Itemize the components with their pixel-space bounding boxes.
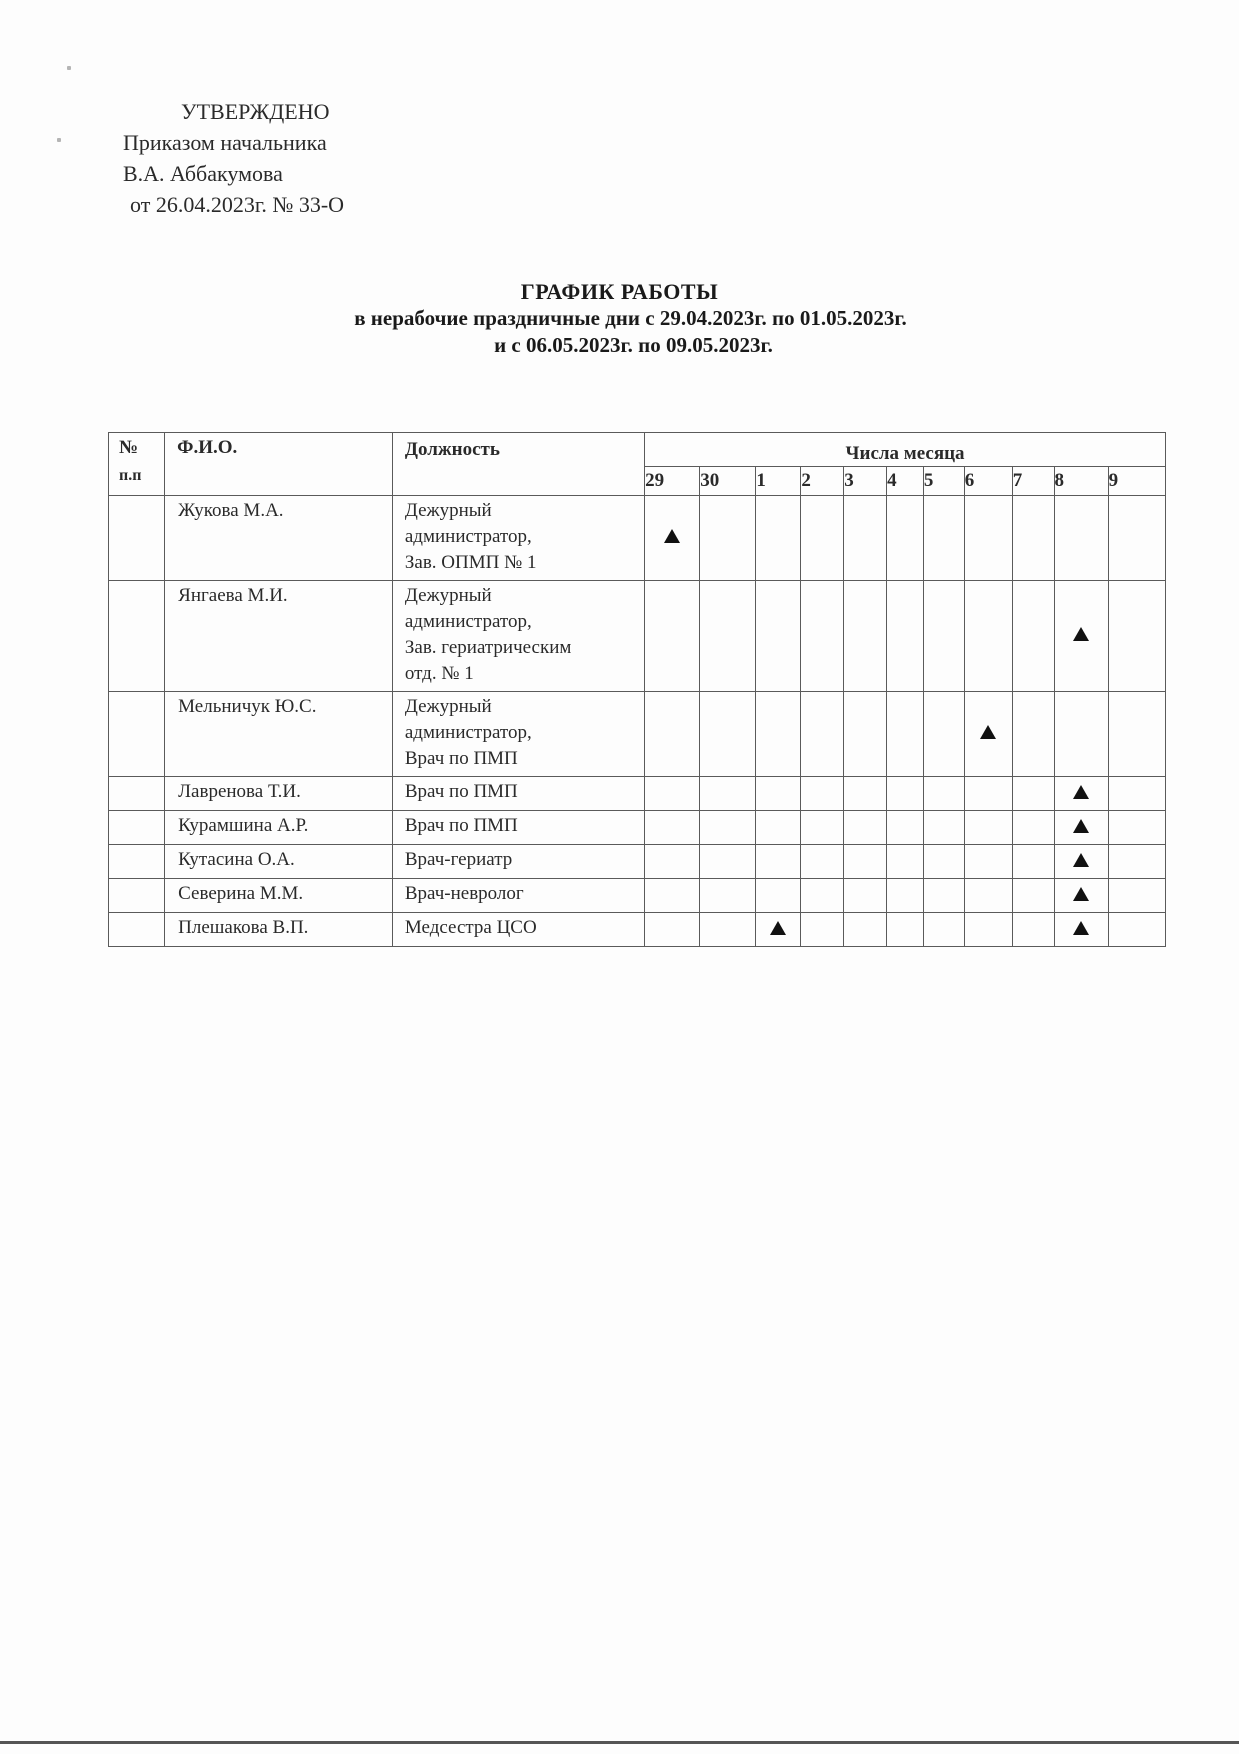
- employee-position: [392, 496, 644, 581]
- day-cell-2: [801, 777, 844, 811]
- position-line: Зав. гериатрическим: [404, 637, 572, 658]
- day-cell-3: [844, 913, 887, 947]
- approval-date: от 26.04.2023г. № 33-О: [130, 192, 345, 217]
- triangle-up-icon: [1073, 853, 1089, 867]
- position-line: Дежурный: [404, 500, 492, 521]
- day-cell-29: [645, 845, 700, 879]
- day-cell-7: [1012, 879, 1054, 913]
- day-cell-6: [964, 581, 1012, 692]
- row-number-cell: [109, 496, 165, 581]
- triangle-up-icon: [1073, 819, 1089, 833]
- day-cell-29: [645, 913, 700, 947]
- day-cell-1: [756, 845, 801, 879]
- day-cell-8: [1054, 581, 1108, 692]
- day-header-7: 7: [1012, 467, 1054, 496]
- employee-name: Кутасина О.А.: [165, 845, 393, 879]
- day-cell-30: [700, 777, 756, 811]
- day-cell-9: [1108, 496, 1165, 581]
- day-cell-4: [887, 777, 924, 811]
- day-cell-4: [887, 692, 924, 777]
- day-cell-8: [1054, 811, 1108, 845]
- row-number-cell: [109, 913, 165, 947]
- day-header-1: 1: [756, 467, 801, 496]
- table-row: [109, 879, 1166, 913]
- day-cell-1: [756, 692, 801, 777]
- day-cell-30: [700, 879, 756, 913]
- day-cell-3: [844, 879, 887, 913]
- day-cell-5: [923, 879, 964, 913]
- position-line: Дежурный: [404, 585, 492, 606]
- table-row: [109, 692, 1166, 777]
- day-cell-5: [923, 811, 964, 845]
- day-cell-4: [887, 879, 924, 913]
- header-days: Числа месяца: [645, 433, 1166, 467]
- day-cell-9: [1108, 581, 1165, 692]
- day-cell-29: [645, 811, 700, 845]
- scan-bottom-edge: [0, 1741, 1239, 1744]
- day-cell-8: [1054, 692, 1108, 777]
- header-number: [109, 433, 165, 496]
- table-row: [109, 845, 1166, 879]
- day-cell-3: [844, 811, 887, 845]
- day-cell-30: [700, 692, 756, 777]
- table-row: [109, 777, 1166, 811]
- scan-speck: [67, 66, 71, 70]
- day-header-4: 4: [887, 467, 924, 496]
- employee-name: Плешакова В.П.: [165, 913, 393, 947]
- day-cell-30: [700, 845, 756, 879]
- position-line: Врач-невролог: [404, 883, 524, 904]
- employee-name: Лавренова Т.И.: [165, 777, 393, 811]
- day-header-3: 3: [844, 467, 887, 496]
- day-cell-8: [1054, 913, 1108, 947]
- day-cell-1: [756, 879, 801, 913]
- position-line: Медсестра ЦСО: [404, 917, 537, 938]
- day-cell-4: [887, 913, 924, 947]
- triangle-up-icon: [980, 725, 996, 739]
- day-cell-5: [923, 581, 964, 692]
- day-header-29: 29: [645, 467, 700, 496]
- day-cell-9: [1108, 777, 1165, 811]
- day-cell-6: [964, 913, 1012, 947]
- employee-position: [392, 913, 644, 947]
- day-cell-9: [1108, 913, 1165, 947]
- position-line: Врач по ПМП: [404, 748, 518, 769]
- triangle-up-icon: [1073, 627, 1089, 641]
- day-header-30: 30: [700, 467, 756, 496]
- triangle-up-icon: [664, 529, 680, 543]
- day-cell-7: [1012, 581, 1054, 692]
- day-header-6: 6: [964, 467, 1012, 496]
- day-cell-30: [700, 496, 756, 581]
- day-cell-2: [801, 879, 844, 913]
- employee-name: Курамшина А.Р.: [165, 811, 393, 845]
- day-cell-1: [756, 811, 801, 845]
- position-line: Дежурный: [404, 696, 492, 717]
- employee-name: Янгаева М.И.: [165, 581, 393, 692]
- day-cell-6: [964, 692, 1012, 777]
- approval-signer: В.А. Аббакумова: [123, 161, 283, 186]
- day-cell-7: [1012, 913, 1054, 947]
- employee-name: Северина М.М.: [165, 879, 393, 913]
- day-cell-3: [844, 496, 887, 581]
- position-line: Врач-гериатр: [404, 849, 513, 870]
- header-number-symbol: №: [119, 437, 139, 458]
- triangle-up-icon: [1073, 887, 1089, 901]
- day-cell-7: [1012, 692, 1054, 777]
- day-cell-5: [923, 692, 964, 777]
- approval-title: УТВЕРЖДЕНО: [181, 99, 330, 124]
- schedule-body: [109, 496, 1166, 947]
- day-cell-30: [700, 913, 756, 947]
- day-cell-7: [1012, 845, 1054, 879]
- employee-name: Жукова М.А.: [165, 496, 393, 581]
- triangle-up-icon: [1073, 921, 1089, 935]
- day-cell-4: [887, 811, 924, 845]
- day-cell-1: [756, 581, 801, 692]
- day-header-9: 9: [1108, 467, 1165, 496]
- triangle-up-icon: [1073, 785, 1089, 799]
- schedule-table: [108, 432, 1166, 947]
- day-cell-7: [1012, 496, 1054, 581]
- table-row: [109, 811, 1166, 845]
- day-cell-29: [645, 581, 700, 692]
- employee-position: [392, 845, 644, 879]
- day-cell-4: [887, 496, 924, 581]
- row-number-cell: [109, 692, 165, 777]
- day-cell-2: [801, 496, 844, 581]
- day-cell-1: [756, 913, 801, 947]
- day-header-2: 2: [801, 467, 844, 496]
- day-cell-2: [801, 692, 844, 777]
- position-line: Врач по ПМП: [404, 815, 518, 836]
- day-cell-6: [964, 811, 1012, 845]
- day-cell-8: [1054, 845, 1108, 879]
- day-cell-7: [1012, 777, 1054, 811]
- position-line: отд. № 1: [404, 663, 474, 684]
- position-line: администратор,: [404, 611, 532, 632]
- day-cell-8: [1054, 879, 1108, 913]
- day-header-8: 8: [1054, 467, 1108, 496]
- day-cell-2: [801, 811, 844, 845]
- day-cell-5: [923, 496, 964, 581]
- day-cell-9: [1108, 845, 1165, 879]
- day-cell-6: [964, 777, 1012, 811]
- day-cell-1: [756, 777, 801, 811]
- employee-name: Мельничук Ю.С.: [165, 692, 393, 777]
- day-cell-3: [844, 692, 887, 777]
- day-cell-9: [1108, 879, 1165, 913]
- day-cell-3: [844, 777, 887, 811]
- day-cell-1: [756, 496, 801, 581]
- day-cell-5: [923, 777, 964, 811]
- employee-position: [392, 777, 644, 811]
- day-cell-7: [1012, 811, 1054, 845]
- day-cell-4: [887, 845, 924, 879]
- day-cell-8: [1054, 777, 1108, 811]
- day-cell-29: [645, 777, 700, 811]
- day-cell-30: [700, 581, 756, 692]
- day-cell-4: [887, 581, 924, 692]
- position-line: администратор,: [404, 722, 532, 743]
- header-number-abbr: п.п: [119, 467, 142, 484]
- title-subtitle-1: в нерабочие праздничные дни с 29.04.2023г. по 01.05.2023г.: [354, 306, 907, 330]
- title-subtitle-2: и с 06.05.2023г. по 09.05.2023г.: [494, 333, 773, 357]
- day-header-5: 5: [923, 467, 964, 496]
- header-fio: Ф.И.О.: [165, 433, 393, 496]
- employee-position: [392, 811, 644, 845]
- position-line: Зав. ОПМП № 1: [404, 552, 537, 573]
- position-line: Врач по ПМП: [404, 781, 518, 802]
- day-cell-6: [964, 879, 1012, 913]
- employee-position: [392, 879, 644, 913]
- title-main: ГРАФИК РАБОТЫ: [520, 279, 719, 304]
- employee-position: [392, 581, 644, 692]
- day-cell-5: [923, 845, 964, 879]
- position-line: администратор,: [404, 526, 532, 547]
- header-position: Должность: [392, 433, 644, 496]
- employee-position: [392, 692, 644, 777]
- day-cell-29: [645, 496, 700, 581]
- table-row: [109, 581, 1166, 692]
- approval-order: Приказом начальника: [123, 130, 327, 155]
- table-row: [109, 913, 1166, 947]
- day-cell-2: [801, 845, 844, 879]
- document-title: [0, 278, 1239, 359]
- day-cell-3: [844, 845, 887, 879]
- triangle-up-icon: [770, 921, 786, 935]
- row-number-cell: [109, 777, 165, 811]
- day-cell-2: [801, 581, 844, 692]
- scan-speck: [57, 138, 61, 142]
- row-number-cell: [109, 581, 165, 692]
- day-cell-6: [964, 845, 1012, 879]
- day-cell-2: [801, 913, 844, 947]
- day-cell-5: [923, 913, 964, 947]
- day-cell-30: [700, 811, 756, 845]
- day-cell-29: [645, 692, 700, 777]
- day-cell-29: [645, 879, 700, 913]
- day-cell-8: [1054, 496, 1108, 581]
- row-number-cell: [109, 811, 165, 845]
- day-cell-9: [1108, 811, 1165, 845]
- day-cell-6: [964, 496, 1012, 581]
- table-row: [109, 496, 1166, 581]
- row-number-cell: [109, 879, 165, 913]
- row-number-cell: [109, 845, 165, 879]
- day-cell-9: [1108, 692, 1165, 777]
- day-cell-3: [844, 581, 887, 692]
